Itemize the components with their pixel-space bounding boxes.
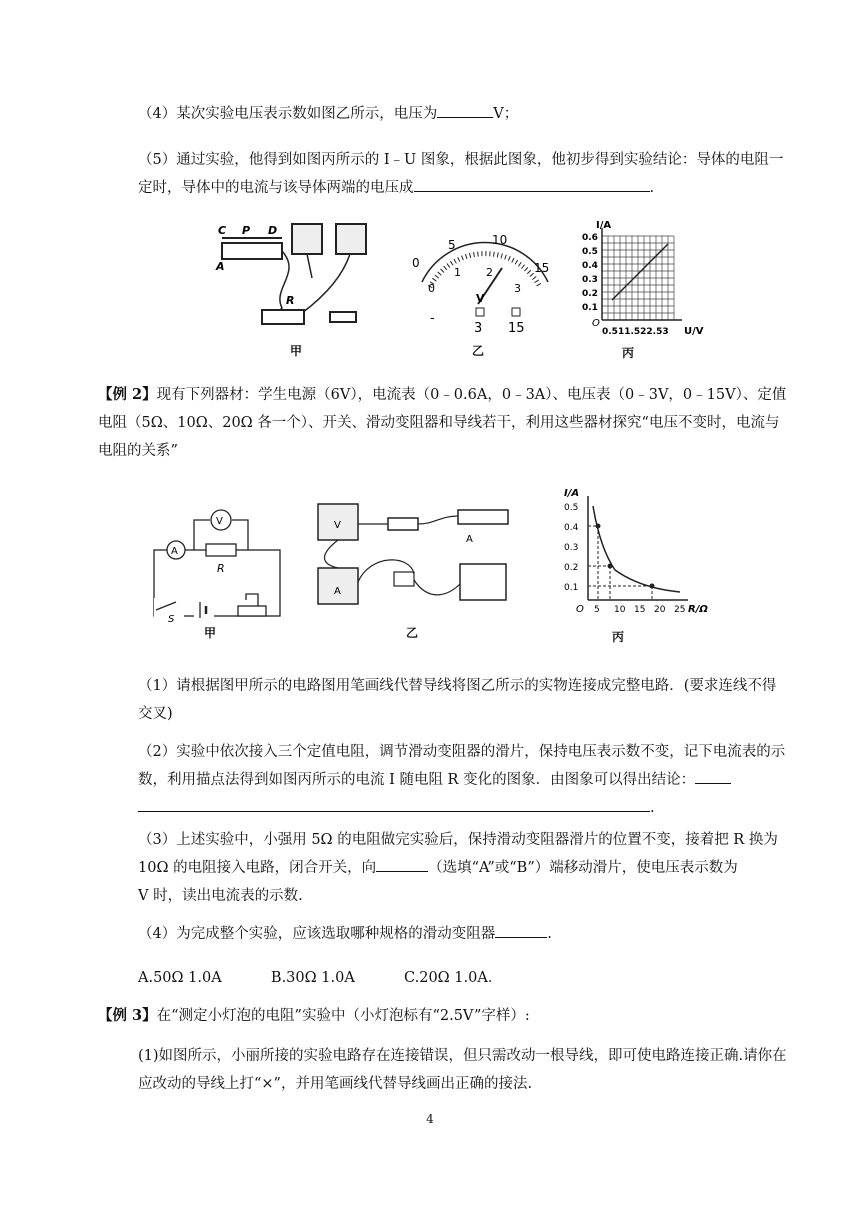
caption-2-jia: 甲 <box>204 626 217 640</box>
ammeter-icon <box>292 224 322 254</box>
ir-curve <box>593 506 680 592</box>
svg-text:3: 3 <box>474 321 483 336</box>
xtick-label: 15 <box>634 605 646 615</box>
xticks: 0.511.522.53 <box>602 327 669 337</box>
option-c[interactable]: C.20Ω 1.0A． <box>404 970 503 986</box>
ex2-options <box>138 964 788 992</box>
figure-yi-voltmeter-dial <box>410 232 560 342</box>
example-3: 【例 3】在“测定小灯泡的电阻”实验中（小灯泡标有“2.5V”字样）: <box>98 1007 530 1024</box>
answer-blank[interactable] <box>437 103 493 118</box>
scale-bottom-1: 1 <box>454 266 461 279</box>
example-3-tag: 【例 3】 <box>98 1007 157 1024</box>
answer-blank[interactable] <box>376 857 428 872</box>
example-2 <box>98 381 788 465</box>
ytick-label: 0.2 <box>582 289 598 299</box>
ytick-label: 0.3 <box>582 275 598 285</box>
ex2-question-2: （2）实验中依次接入三个定值电阻，调节滑动变阻器的滑片，保持电压表示数不变，记下电流表的示数，利用描点法得到如图丙所示的电流 I 随电阻 R 变化的图象．由图象可以得出结论： . <box>138 744 786 816</box>
question-4: （4）某次实验电压表示数如图乙所示，电压为 V； <box>138 100 788 128</box>
meter-v: V <box>476 292 485 305</box>
power-supply-icon <box>460 564 506 600</box>
option-a[interactable]: A.50Ω 1.0A <box>138 970 222 986</box>
answer-blank[interactable] <box>695 769 731 784</box>
ytick-label: 0.5 <box>582 247 598 257</box>
ytick-label: 0.4 <box>564 523 579 533</box>
scale-bottom-3: 3 <box>514 282 521 295</box>
svg-text:A: A <box>171 546 178 557</box>
caption-jia: 甲 <box>290 344 303 358</box>
label-P: P <box>242 224 251 237</box>
ytick-label: 0.3 <box>564 543 579 553</box>
ytick-label: 0.5 <box>564 503 579 513</box>
scale-bottom-0: 0 <box>428 282 435 295</box>
ytick-label: 0.4 <box>582 261 598 271</box>
xlabel: U/V <box>684 326 704 337</box>
question-5: （5）通过实验，他得到如图丙所示的 I﹣U 图象，根据此图象，他初步得到实验结论：导体的电阻一定时，导体中的电流与该导体两端的电压成 . <box>138 152 784 196</box>
ytick-label: 0.1 <box>564 583 579 593</box>
iu-line <box>612 244 668 300</box>
caption-2-yi: 乙 <box>406 626 419 640</box>
voltmeter-icon <box>336 224 366 254</box>
ytick-label: 0.6 <box>582 233 598 243</box>
figure-2-yi-apparatus <box>310 494 520 614</box>
question-5-text: （5）通过实验，他得到如图丙所示的 I﹣U 图象，根据此图象，他初步得到实验结论：导体的电阻一定时，导体中的电流与该导体两端的电压成 <box>138 152 784 196</box>
ytick-label: 0.2 <box>564 563 579 573</box>
svg-text:V: V <box>334 520 341 531</box>
label-A: A <box>216 260 225 273</box>
label-R: R <box>286 294 295 307</box>
xtick-label: 25 <box>674 605 686 615</box>
figure-jia-circuit <box>212 218 392 343</box>
scale-bottom-2: 2 <box>486 266 493 279</box>
caption-yi: 乙 <box>472 344 485 358</box>
svg-text:A: A <box>466 534 473 545</box>
svg-text:-: - <box>430 311 435 326</box>
page-number: 4 <box>426 1112 434 1126</box>
scale-top-0: 0 <box>412 256 420 270</box>
xtick-label: 10 <box>614 605 626 615</box>
answer-blank[interactable] <box>138 797 650 812</box>
origin: O <box>592 318 600 329</box>
answer-blank[interactable] <box>414 177 650 192</box>
ex2-question-4: （4）为完成整个实验，应该选取哪种规格的滑动变阻器 . <box>138 920 788 948</box>
svg-text:R: R <box>217 562 225 575</box>
xtick-label: 20 <box>654 605 666 615</box>
svg-text:S: S <box>168 614 175 625</box>
figure-2-jia-schematic <box>146 498 286 625</box>
option-b[interactable]: B.30Ω 1.0A <box>270 970 355 986</box>
caption-2-bing: 丙 <box>612 630 625 644</box>
ex3-question-1: (1)如图所示，小丽所接的实验电路存在连接错误，但只需改动一根导线，即可使电路连接正确.请你在应改动的导线上打“×”，并用笔画线代替导线画出正确的接法. <box>138 1048 787 1092</box>
svg-text:I/A: I/A <box>564 488 580 499</box>
figure-2-bing-ir-graph <box>560 488 720 618</box>
answer-blank[interactable] <box>495 923 547 938</box>
scale-top-15: 15 <box>534 261 550 275</box>
label-C: C <box>218 224 227 237</box>
label-D: D <box>268 224 278 237</box>
figure-bing-iu-graph <box>572 220 712 338</box>
xtick-label: 5 <box>594 605 600 615</box>
ytick-label: 0.1 <box>582 303 598 313</box>
ex2-question-3: （3）上述实验中，小强用 5Ω 的电阻做完实验后，保持滑动变阻器滑片的位置不变，接着把 R 换为 10Ω 的电阻接入电路，闭合开关，向 （选填“A”或“B”）端移动滑片，使电压表示数为 V 时，读出电流表的示数. <box>138 832 778 904</box>
question-4-text: （4）某次实验电压表示数如图乙所示，电压为 <box>138 106 438 122</box>
svg-text:V: V <box>216 516 223 527</box>
svg-text:A: A <box>334 586 341 597</box>
example-2-text: 现有下列器材：学生电源（6V），电流表（0﹣0.6A，0﹣3A）、电压表（0﹣3V，0﹣15V）、定值电阻（5Ω、10Ω、20Ω 各一个）、开关、滑动变阻器和导线若干，利用这些器材探究“电压不变时，电流与电阻的关系” <box>98 387 787 459</box>
scale-top-5: 5 <box>448 238 456 252</box>
svg-text:O: O <box>576 604 584 615</box>
ex2-question-1: （1）请根据图甲所示的电路图用笔画线代替导线将图乙所示的实物连接成完整电路．(要求连线不得交叉) <box>138 678 777 722</box>
svg-text:R/Ω: R/Ω <box>688 604 708 615</box>
ylabel: I/A <box>596 220 612 231</box>
svg-text:15: 15 <box>508 321 525 336</box>
caption-bing: 丙 <box>622 346 635 360</box>
example-2-tag: 【例 2】 <box>98 386 157 403</box>
scale-top-10: 10 <box>492 233 508 247</box>
